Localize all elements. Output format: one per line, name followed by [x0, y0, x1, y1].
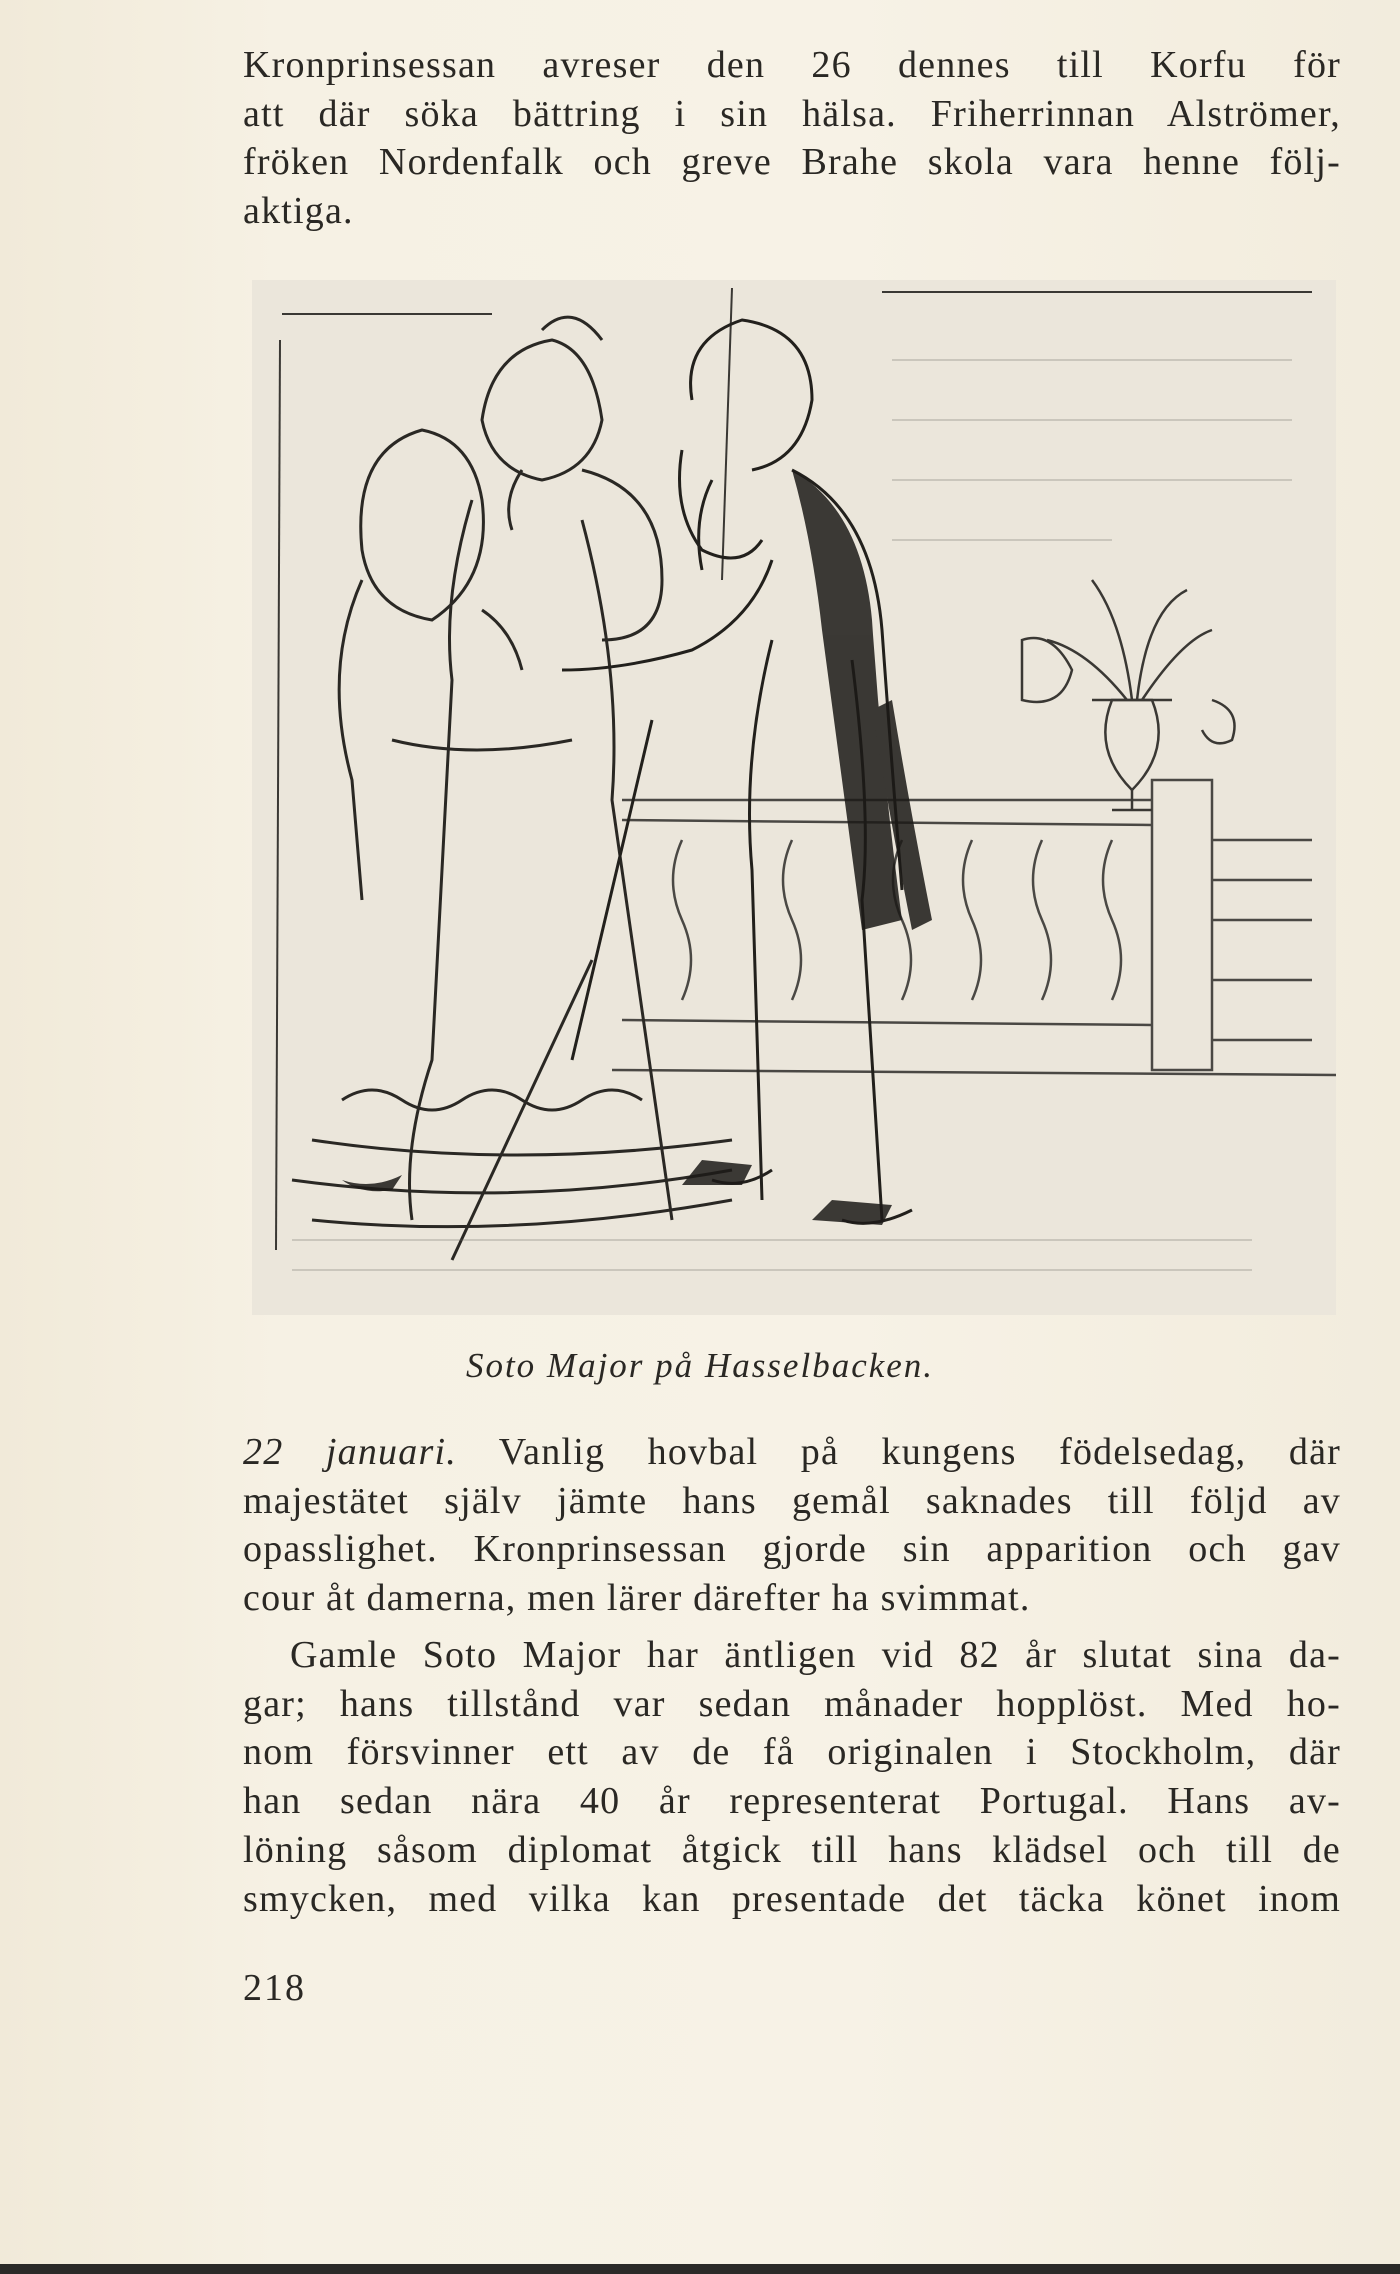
text-line: löning såsom diplomat åtgick till hans klädsel och till de: [243, 1828, 1341, 1871]
text-line: [243, 1428, 1341, 1477]
text-line: smycken, med vilka kan presentade det täcka könet inom: [243, 1877, 1341, 1920]
text-line-rest: Vanlig hovbal på kungens födelsedag, där: [498, 1431, 1342, 1473]
paragraph-kronprinsessan: [243, 41, 1341, 236]
text-line: fröken Nordenfalk och greve Brahe skola vara henne följ-: [243, 141, 1341, 184]
text-line: majestätet själv jämte hans gemål saknades till följd av: [243, 1479, 1341, 1522]
paragraph-soto-major: [243, 1631, 1341, 1923]
entry-date: 22 januari.: [243, 1431, 457, 1473]
text-line: Kronprinsessan avreser den 26 dennes till Korfu för: [243, 44, 1341, 86]
text-line: han sedan nära 40 år representerat Portugal. Hans av-: [243, 1780, 1341, 1823]
text-line: cour åt damerna, men lärer därefter ha svimmat.: [243, 1577, 1031, 1620]
paragraph-22-januari: [243, 1428, 1341, 1623]
illustration-soto-major: [252, 280, 1336, 1315]
text-line: att där söka bättring i sin hälsa. Friherrinnan Alströmer,: [243, 92, 1341, 135]
pen-drawing-image: [252, 280, 1336, 1315]
text-line: opasslighet. Kronprinsessan gjorde sin apparition och gav: [243, 1528, 1341, 1571]
text-line: nom försvinner ett av de få originalen i Stockholm, där: [243, 1731, 1341, 1774]
page-number: 218: [243, 1967, 306, 2009]
text-line: aktiga.: [243, 190, 354, 233]
scan-bottom-edge: [0, 2264, 1400, 2274]
text-line: gar; hans tillstånd var sedan månader hopplöst. Med ho-: [243, 1682, 1341, 1725]
text-line: Gamle Soto Major har äntligen vid 82 år slutat sina da-: [290, 1634, 1341, 1676]
illustration-caption: Soto Major på Hasselbacken.: [465, 1346, 935, 1385]
